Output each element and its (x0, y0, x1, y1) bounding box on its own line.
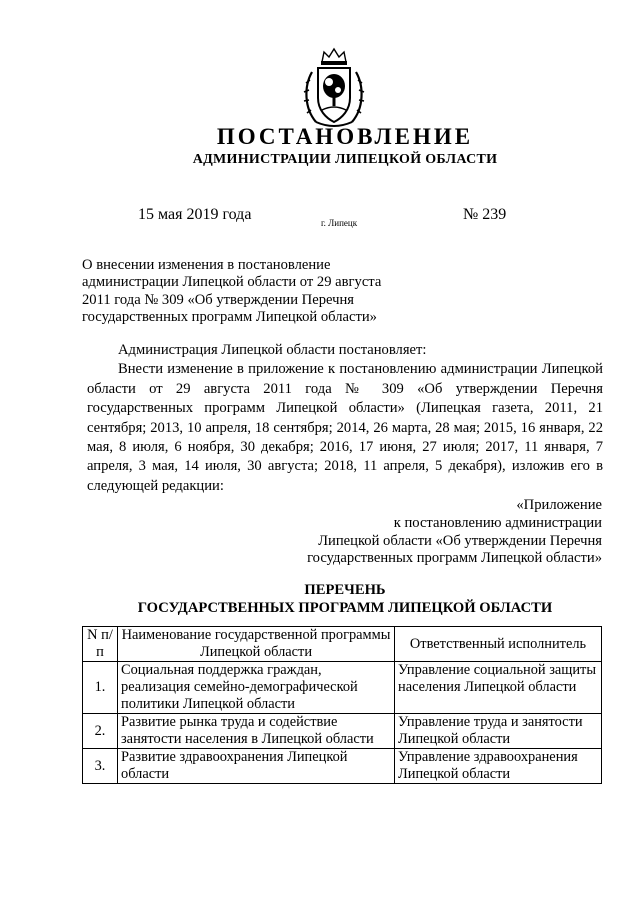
table-row (83, 749, 602, 784)
row-program-name: Развитие рынка труда и содействие занятости населения в Липецкой области (118, 714, 395, 749)
appendix-line: Липецкой области «Об утверждении Перечня (318, 532, 602, 549)
row-executor: Управление социальной защиты населения Липецкой области (395, 662, 602, 714)
body-paragraph-main: Внести изменение в приложение к постановлению администрации Липецкой области от 29 августа 2011 года № 309 «Об утверждении Перечня государственных программ Липецкой области» (Липецкая газета, 2011, 21 сентября; 2013, 10 апреля, 18 сентября; 2014, 26 марта, 28 мая; 2015, 16 января, 22 мая, 8 июля, 6 ноября, 30 декабря; 2016, 17 июня, 27 июля; 2017, 11 января, 7 апреля, 3 мая, 14 июля, 30 августа; 2018, 11 апреля, 5 декабря), изложив его в следующей редакции: (87, 361, 603, 494)
list-title-line: ПЕРЕЧЕНЬ (304, 582, 386, 598)
row-number: 1. (83, 662, 118, 714)
document-subtitle: АДМИНИСТРАЦИИ ЛИПЕЦКОЙ ОБЛАСТИ (192, 152, 498, 167)
document-city: г. Липецк (321, 218, 358, 228)
appendix-reference (282, 497, 602, 568)
appendix-line: государственных программ Липецкой области» (307, 550, 602, 567)
header-executor: Ответственный исполнитель (395, 627, 602, 662)
document-date: 15 мая 2019 года (138, 206, 252, 223)
row-number: 2. (83, 714, 118, 749)
programs-table (82, 626, 602, 784)
table-row (83, 662, 602, 714)
row-program-name: Развитие здравоохранения Липецкой области (118, 749, 395, 784)
document-title: ПОСТАНОВЛЕНИЕ (216, 124, 474, 149)
document-subject: О внесении изменения в постановление администрации Липецкой области от 29 августа 2011 года № 309 «Об утверждении Перечня государственных программ Липецкой области» (82, 257, 382, 325)
header-number: N п/п (83, 627, 118, 662)
row-program-name: Социальная поддержка граждан, реализация семейно-демографической политики Липецкой области (118, 662, 395, 714)
body-paragraph-intro: Администрация Липецкой области постановляет: (118, 342, 427, 358)
row-executor: Управление труда и занятости Липецкой области (395, 714, 602, 749)
appendix-line: к постановлению администрации (393, 514, 602, 531)
row-number: 3. (83, 749, 118, 784)
appendix-line: «Приложение (516, 497, 602, 513)
list-title (0, 582, 640, 617)
list-title-line: ГОСУДАРСТВЕННЫХ ПРОГРАММ ЛИПЕЦКОЙ ОБЛАСТИ (137, 599, 553, 616)
coat-of-arms-icon (298, 46, 370, 130)
document-number: № 239 (463, 206, 507, 223)
table-header-row (83, 627, 602, 662)
row-executor: Управление здравоохранения Липецкой области (395, 749, 602, 784)
table-row (83, 714, 602, 749)
header-program-name: Наименование государственной программы Липецкой области (118, 627, 395, 662)
document-body (87, 341, 603, 496)
